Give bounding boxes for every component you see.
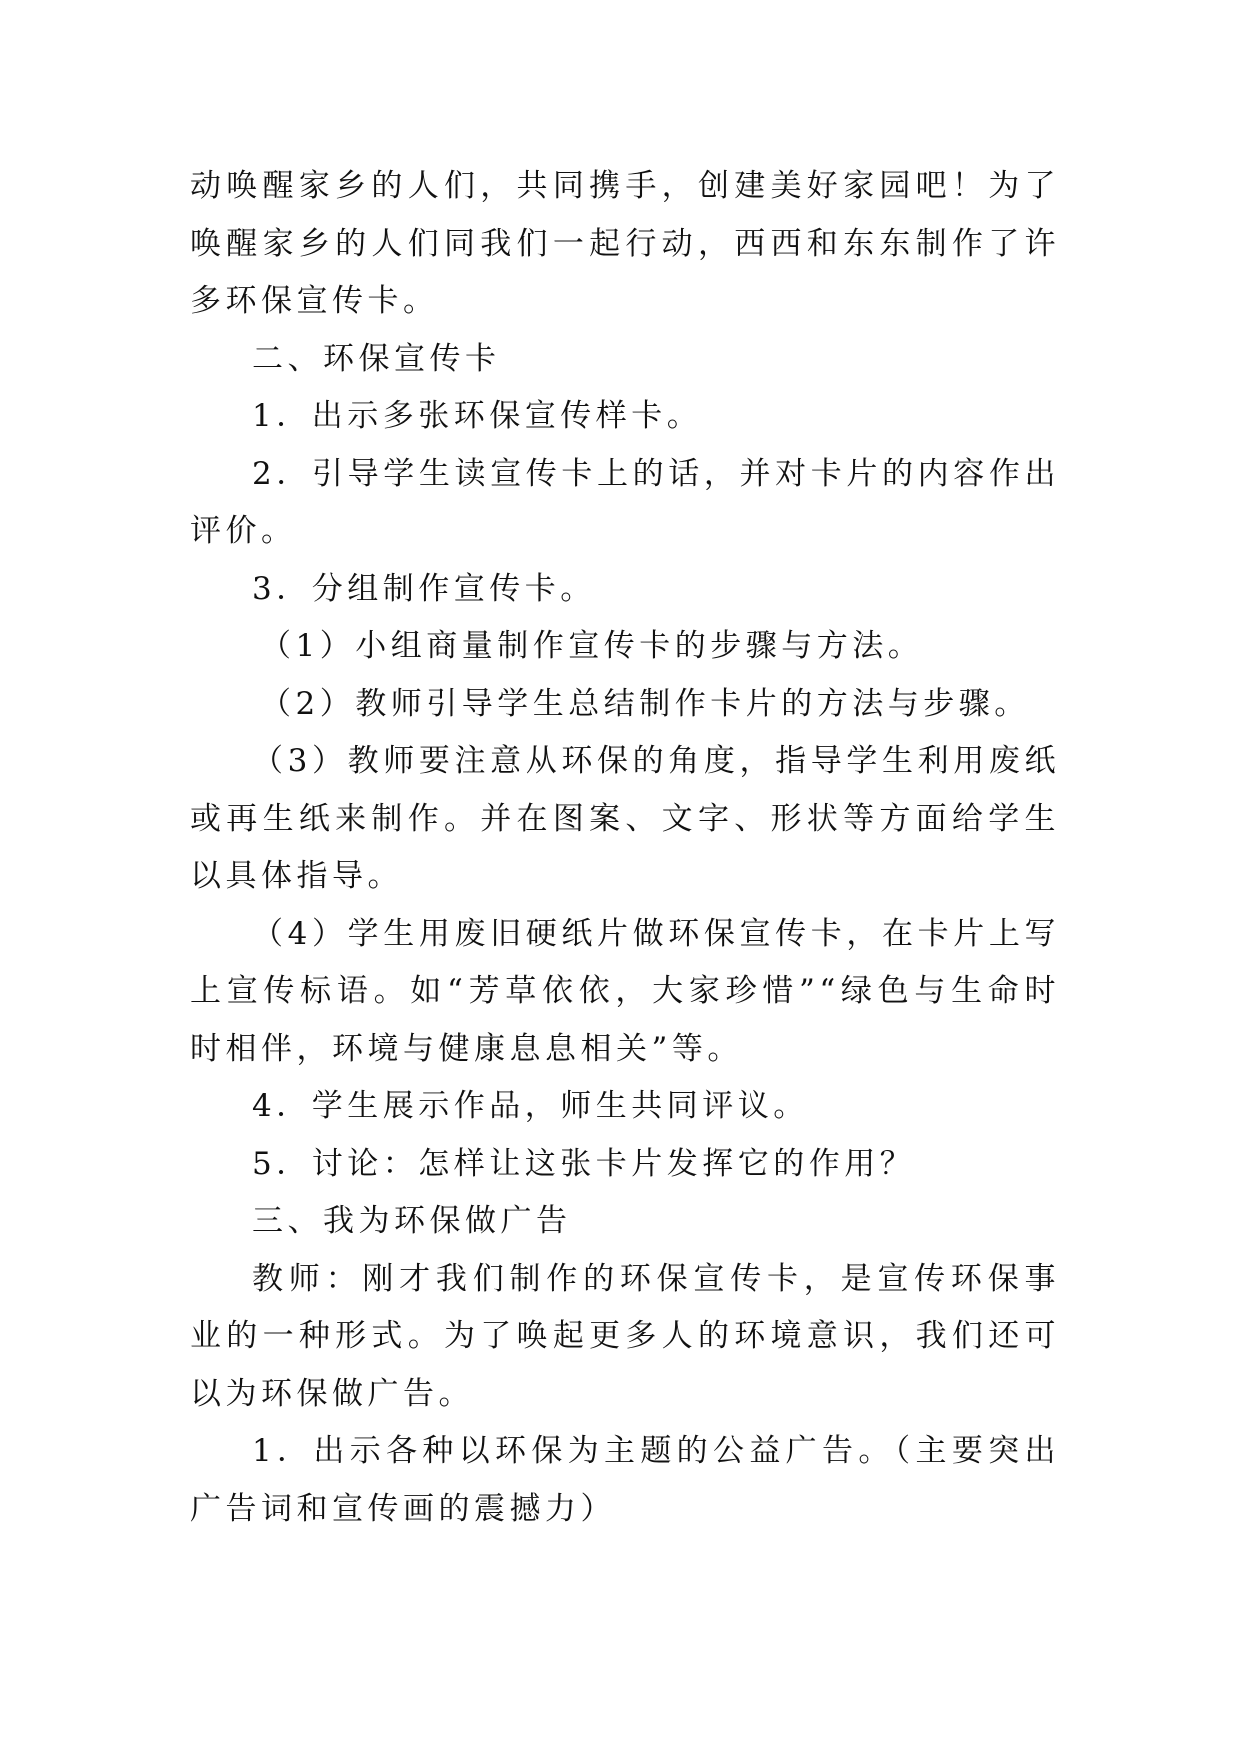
list-item-1: 1．出示多张环保宣传样卡。 [252,398,703,434]
list-item-5: 5．讨论：怎样让这张卡片发挥它的作用？ [252,1145,916,1182]
teacher-paragraph: 教师：刚才我们制作的环保宣传卡，是宣传环保事业的一种形式。为了唤起更多人的环境意识，我们还可以为环保做广告。 [190,1260,1060,1412]
list-item-2: 2．引导学生读宣传卡上的话，并对卡片的内容作出评价。 [190,455,1060,549]
section-heading-3: 三、我为环保做广告 [252,1203,572,1239]
list-item-3: 3．分组制作宣传卡。 [252,570,596,607]
document-body [190,158,1060,1538]
sub-item-4: （4）学生用废旧硬纸片做环保宣传卡，在卡片上写上宣传标语。如“芳草依依，大家珍惜”“绿色与生命时时相伴，环境与健康息息相关”等。 [190,915,1060,1067]
sub-item-2: （2）教师引导学生总结制作卡片的方法与步骤。 [260,685,1030,722]
section-heading-2: 二、环保宣传卡 [252,340,501,377]
sub-item-3: （3）教师要注意从环保的角度，指导学生利用废纸或再生纸来制作。并在图案、文字、形状等方面给学生以具体指导。 [190,743,1060,894]
list-item-1b: 1．出示各种以环保为主题的公益广告。（主要突出广告词和宣传画的震撼力） [190,1433,1060,1527]
paragraph-continuation: 动唤醒家乡的人们，共同携手，创建美好家园吧！为了唤醒家乡的人们同我们一起行动，西西和东东制作了许多环保宣传卡。 [190,168,1060,319]
list-item-4: 4．学生展示作品，师生共同评议。 [252,1088,809,1124]
sub-item-1: （1）小组商量制作宣传卡的步骤与方法。 [260,628,924,664]
